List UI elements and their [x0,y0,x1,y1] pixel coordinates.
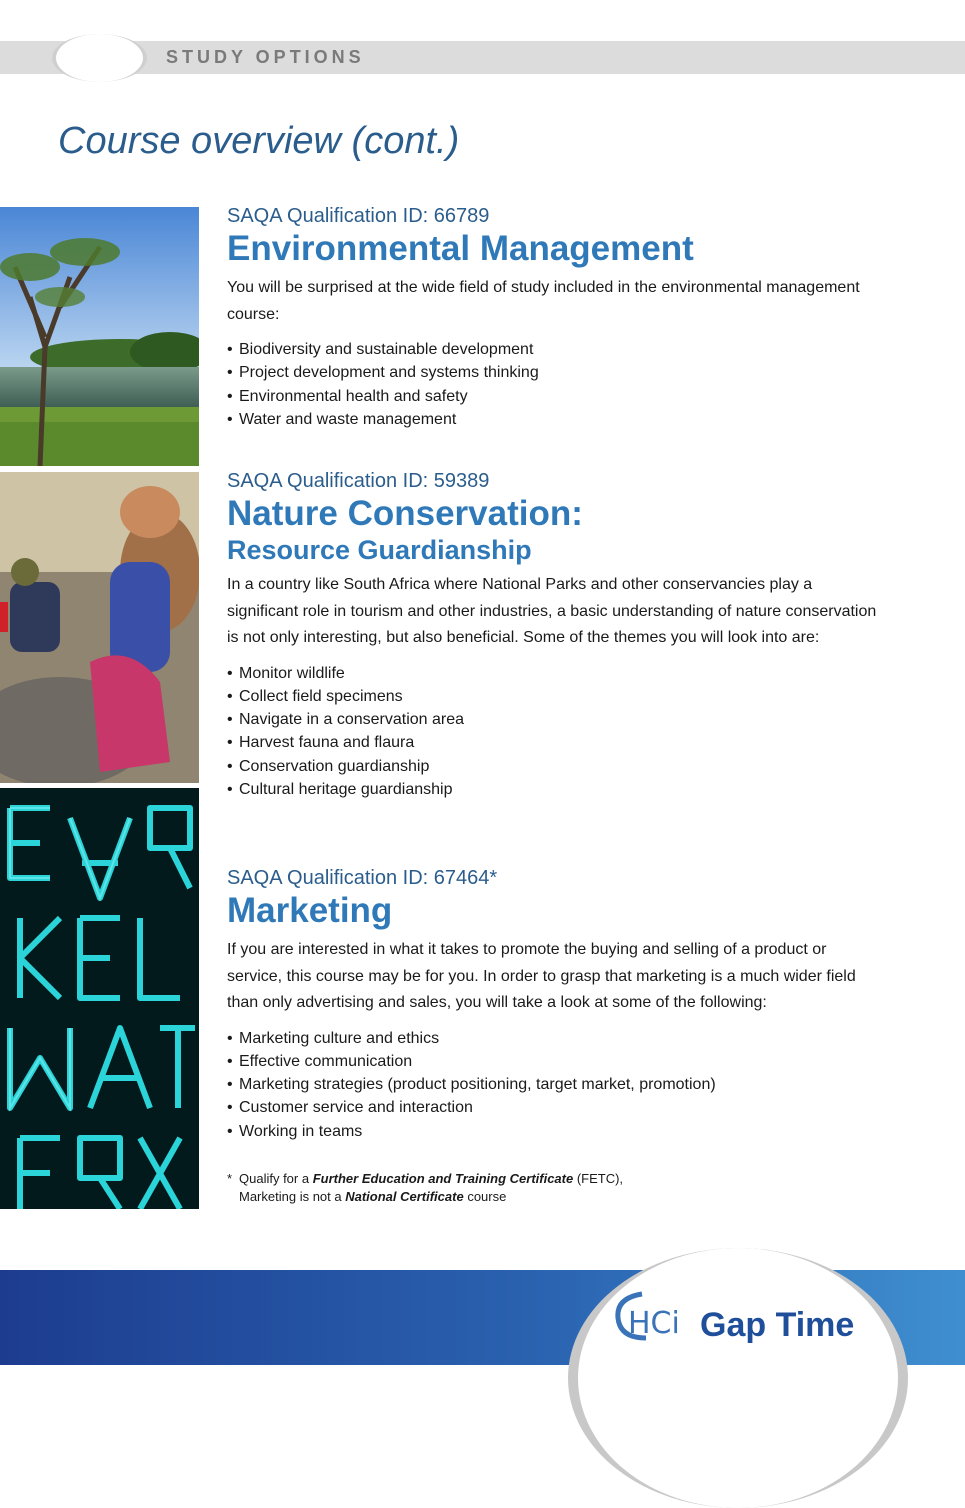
environment-photo [0,207,199,466]
footnote-marker: * [227,1171,233,1186]
course-topics [227,662,877,802]
header-label: STUDY OPTIONS [166,47,365,67]
footnote-text: course [463,1189,507,1204]
course-section-environmental [227,203,877,431]
list-item: • Working in teams [227,1120,877,1143]
qualification-id: SAQA Qualification ID: 67464* [227,867,498,889]
conservation-photo [0,472,199,783]
list-item: • Marketing strategies (product positioning, target market, promotion) [227,1073,877,1096]
list-item: • Environmental health and safety [227,385,877,408]
course-description: In a country like South Africa where National Parks and other conservancies play a significant role in tourism and other industries, a basic understanding of nature conservation is not only interesting, but also beneficial. Some of the themes you will look into are: [227,576,877,646]
course-topics [227,1027,877,1143]
footnote-text: Marketing is not a [239,1189,346,1204]
course-subtitle: Resource Guardianship [227,535,532,565]
list-item: • Project development and systems thinking [227,361,877,384]
qualification-id: SAQA Qualification ID: 66789 [227,205,490,227]
logo-mark: HCi [628,1306,680,1341]
footnote-emphasis: National Certificate [345,1189,464,1204]
footnote-text: Qualify for a [239,1171,313,1186]
course-title: Marketing [227,891,393,930]
course-section-conservation [227,468,877,801]
list-item: • Monitor wildlife [227,662,877,685]
course-topics [227,338,877,431]
footnote-emphasis: Further Education and Training Certificate [312,1171,574,1186]
header-ornament [52,34,147,82]
list-item: • Marketing culture and ethics [227,1027,877,1050]
list-item: • Customer service and interaction [227,1096,877,1119]
list-item: • Effective communication [227,1050,877,1073]
list-item: • Collect field specimens [227,685,877,708]
list-item: • Conservation guardianship [227,755,877,778]
footnote-text: (FETC), [573,1171,624,1186]
list-item: • Biodiversity and sustainable development [227,338,877,361]
qualification-id: SAQA Qualification ID: 59389 [227,470,490,492]
list-item: • Navigate in a conservation area [227,708,877,731]
marketing-photo [0,788,199,1209]
course-description: You will be surprised at the wide field of study included in the environmental management course: [227,279,860,323]
course-section-marketing [227,865,877,1143]
course-title: Environmental Management [227,229,694,268]
course-description: If you are interested in what it takes to promote the buying and selling of a product or service, this course may be for you. In order to grasp that marketing is a much wider field than only advertising and sales, you will take a look at some of the following: [227,941,856,1011]
logo-name: Gap Time [700,1306,855,1344]
course-title: Nature Conservation: [227,494,583,533]
list-item: • Cultural heritage guardianship [227,778,877,801]
page-title: Course overview (cont.) [58,120,460,162]
footnote [227,1170,827,1206]
list-item: • Harvest fauna and flaura [227,731,877,754]
logo-backdrop [568,1248,908,1508]
list-item: • Water and waste management [227,408,877,431]
